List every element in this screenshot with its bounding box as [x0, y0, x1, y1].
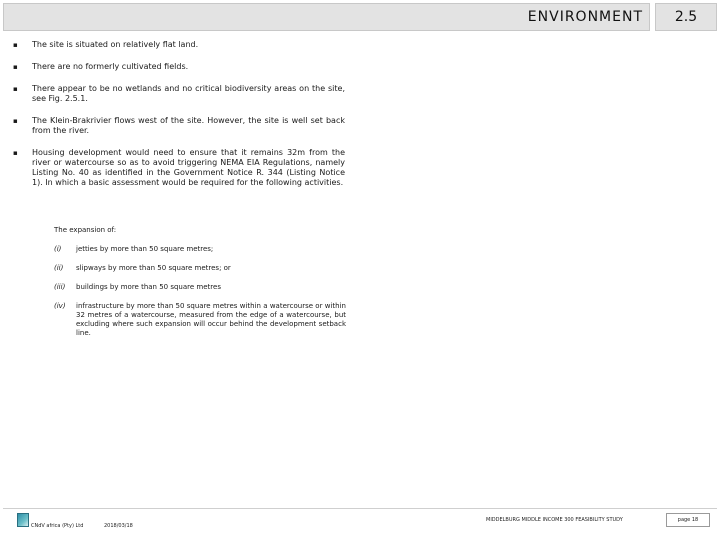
bullet-icon: ▪ — [13, 63, 18, 71]
activity-item — [54, 264, 346, 273]
activity-text: buildings by more than 50 square metres — [76, 283, 221, 291]
footer-date: 2018/03/18 — [104, 523, 133, 529]
activity-item — [54, 283, 346, 292]
activity-number: (iii) — [54, 283, 66, 291]
page-number: page 18 — [666, 513, 710, 527]
activity-intro: The expansion of: — [54, 226, 117, 234]
bullet-text: The site is situated on relatively flat land. — [32, 40, 199, 49]
activity-text: jetties by more than 50 square metres; — [76, 245, 214, 253]
page-title: ENVIRONMENT — [527, 9, 643, 25]
header-bar — [3, 3, 650, 31]
bullet-item — [13, 148, 345, 188]
footer-study-title: MIDDELBURG MIDDLE INCOME 300 FEASIBILITY STUDY — [486, 517, 623, 523]
bullet-item — [13, 116, 345, 136]
activity-number: (ii) — [54, 264, 64, 272]
activity-number: (i) — [54, 245, 62, 253]
bullet-item — [13, 40, 345, 50]
activity-number: (iv) — [54, 302, 66, 310]
bullet-text: There appear to be no wetlands and no critical biodiversity areas on the site, see Fig. 2.5.1. — [32, 84, 345, 103]
bullet-text: The Klein-Brakrivier flows west of the site. However, the site is well set back from the river. — [32, 116, 345, 135]
activity-text: infrastructure by more than 50 square metres within a watercourse or within 32 metres of a watercourse, measured from the edge of a watercourse, but excluding where such expansion will occur behind the development setback line. — [76, 302, 346, 337]
activity-item — [54, 245, 346, 254]
activity-text: slipways by more than 50 square metres; or — [76, 264, 231, 272]
section-number-box — [655, 3, 717, 31]
footer-divider — [3, 508, 717, 509]
bullet-item — [13, 84, 345, 104]
bullet-item — [13, 62, 345, 72]
bullet-icon: ▪ — [13, 117, 18, 125]
footer-company: CNdV africa (Pty) Ltd — [31, 523, 84, 529]
activity-item — [54, 302, 346, 338]
bullet-text: There are no formerly cultivated fields. — [32, 62, 189, 71]
activity-list — [54, 226, 346, 348]
bullet-icon: ▪ — [13, 85, 18, 93]
bullet-icon: ▪ — [13, 149, 18, 157]
section-number: 2.5 — [674, 9, 698, 25]
company-logo-icon — [17, 513, 29, 527]
bullet-list — [13, 40, 345, 200]
bullet-icon: ▪ — [13, 41, 18, 49]
bullet-text: Housing development would need to ensure that it remains 32m from the river or watercourse so as to avoid triggering NEMA EIA Regulations, namely Listing No. 40 as identified in the Government Notice R. 344 (Listing Notice 1). In which a basic assessment would be required for the following activities. — [32, 148, 345, 187]
